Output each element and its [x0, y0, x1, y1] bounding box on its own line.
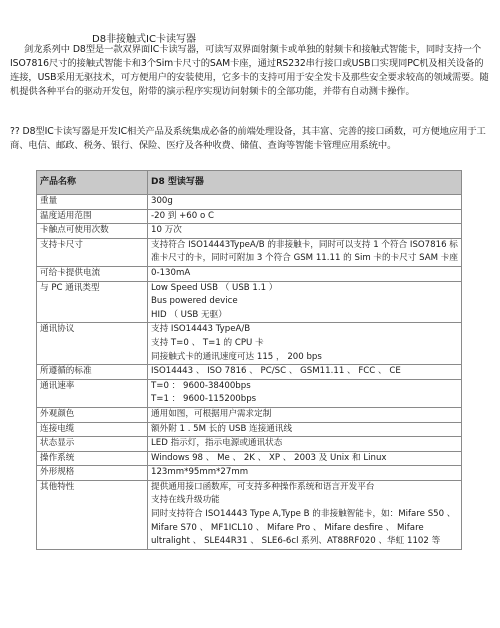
spec-row — [37, 365, 462, 380]
spec-value — [148, 365, 462, 380]
spec-row — [37, 238, 462, 266]
spec-key: 可给卡提供电流 — [37, 266, 148, 281]
spec-key: 操作系统 — [37, 451, 148, 466]
spec-value-line: 支持在线升级功能 — [151, 495, 220, 506]
spec-value-line: -20 到 +60 o C — [151, 210, 214, 221]
spec-row — [37, 209, 462, 224]
spec-key: 重量 — [37, 195, 148, 210]
spec-value-line: Bus powered device — [151, 296, 238, 307]
spec-value-line: 支持 T=0 、 T=1 的 CPU 卡 — [151, 337, 264, 348]
spec-row — [37, 422, 462, 437]
spec-value-line: 0-130mA — [151, 267, 191, 278]
spec-value — [148, 437, 462, 452]
spec-value-line: 同时支持符合 ISO14443 Type A,Type B 的非接触智能卡，如：Mifare S50 、 Mifare S70 、 MF1ICL10 、 Mifare Pro 、 Mifare desfire 、 Mifare ultralight 、 SLE44R31 、 SLE6-6cl 系列、AT88RF020 、华虹 1102 等 — [151, 509, 456, 547]
spec-row — [37, 451, 462, 466]
spec-value-line: Windows 98 、 Me 、 2K 、 XP 、 2003 及 Unix 和 Linux — [151, 452, 387, 463]
header-product-name: 产品名称 — [37, 171, 148, 195]
spec-value — [148, 195, 462, 210]
spec-key: 通讯速率 — [37, 379, 148, 407]
spec-value — [148, 266, 462, 281]
spec-row — [37, 323, 462, 365]
spec-value-line: HID （ USB 无驱） — [151, 309, 227, 320]
spec-row — [37, 466, 462, 481]
spec-value — [148, 422, 462, 437]
spec-key: 状态显示 — [37, 437, 148, 452]
spec-key: 温度适用范围 — [37, 209, 148, 224]
document-title: D8非接触式IC卡读写器 — [92, 34, 196, 45]
intro-paragraph: 剑龙系列中 D8型是一款双界面IC卡读写器，可读写双界面射频卡或单独的射频卡和接触式智能卡，同时支持一个ISO7816尺寸的接触式智能卡和3个Sim卡尺寸的SAM卡座，通过RS232串行接口或USB口实现同PC机及相关设备的连接，USB采用无驱技术，可方便用户的安装使用，它多卡的支持可用于安全发卡及那些安全要求较高的领域需要。随机提供各种平台的驱动开发包，附带的演示程序实现访问射频卡的全部功能，并带有自动测卡操作。 — [10, 44, 489, 97]
spec-value-line: T=0 ： 9600-38400bps — [151, 380, 251, 391]
spec-row — [37, 195, 462, 210]
spec-value-line: 300g — [151, 196, 173, 206]
spec-value-line: 123mm*95mm*27mm — [151, 467, 249, 478]
spec-value — [148, 407, 462, 422]
spec-value — [148, 224, 462, 239]
spec-value — [148, 209, 462, 224]
spec-value-line: 支持符合 ISO14443TypeA/B 的非接触卡，同时可以支持 1 个符合 ISO7816 标准卡尺寸的卡，同时可附加 3 个符合 GSM 11.11 的 Sim 卡的卡尺寸 SAM 卡座 — [151, 239, 458, 264]
spec-row — [37, 224, 462, 239]
spec-value-line: Low Speed USB （ USB 1.1 ） — [151, 282, 278, 293]
spec-value-line: 额外附 1 . 5M 长的 USB 连接通讯线 — [151, 423, 293, 434]
spec-key: 支持卡尺寸 — [37, 238, 148, 266]
spec-value-line: T=1 ： 9600-115200bps — [151, 394, 257, 405]
spec-key: 外形规格 — [37, 466, 148, 481]
spec-row — [37, 281, 462, 323]
spec-table-header — [37, 171, 462, 195]
spec-key: 通讯协议 — [37, 323, 148, 365]
spec-key: 与 PC 通讯类型 — [37, 281, 148, 323]
spec-value-line: 通用如图，可根据用户需求定制 — [151, 408, 272, 419]
spec-value — [148, 480, 462, 549]
spec-value-line: LED 指示灯，指示电源或通讯状态 — [151, 438, 283, 449]
spec-row — [37, 407, 462, 422]
spec-value — [148, 379, 462, 407]
spec-row — [37, 437, 462, 452]
spec-value-line: ISO14443 、 ISO 7816 、 PC/SC 、 GSM11.11 、 FCC 、 CE — [151, 366, 401, 377]
spec-key: 其他特性 — [37, 480, 148, 549]
spec-key: 外观颜色 — [37, 407, 148, 422]
spec-key: 卡触点可使用次数 — [37, 224, 148, 239]
spec-value — [148, 451, 462, 466]
spec-value-line: 10 万次 — [151, 225, 182, 236]
description-paragraph: ?? D8型IC卡读写器是开发IC相关产品及系统集成必备的前端处理设备，其丰富、完善的接口函数，可方便地应用于工商、电信、邮政、税务、银行、保险、医疗及各种收费、储值、查询等智能卡管理应用系统中。 — [10, 126, 486, 151]
spec-value-line: 支持 ISO14443 TypeA/B — [151, 324, 251, 335]
spec-row — [37, 379, 462, 407]
spec-key: 连接电缆 — [37, 422, 148, 437]
spec-table — [36, 170, 462, 550]
spec-value — [148, 238, 462, 266]
spec-row — [37, 480, 462, 549]
spec-row — [37, 266, 462, 281]
spec-value-line: 同接触式卡的通讯速度可达 115 ， 200 bps — [151, 351, 322, 362]
spec-value — [148, 281, 462, 323]
spec-key: 所遵循的标准 — [37, 365, 148, 380]
spec-value — [148, 466, 462, 481]
spec-value-line: 提供通用接口函数库，可支持多种操作系统和语言开发平台 — [151, 481, 375, 492]
spec-value — [148, 323, 462, 365]
header-model: D8 型读写器 — [148, 171, 462, 195]
